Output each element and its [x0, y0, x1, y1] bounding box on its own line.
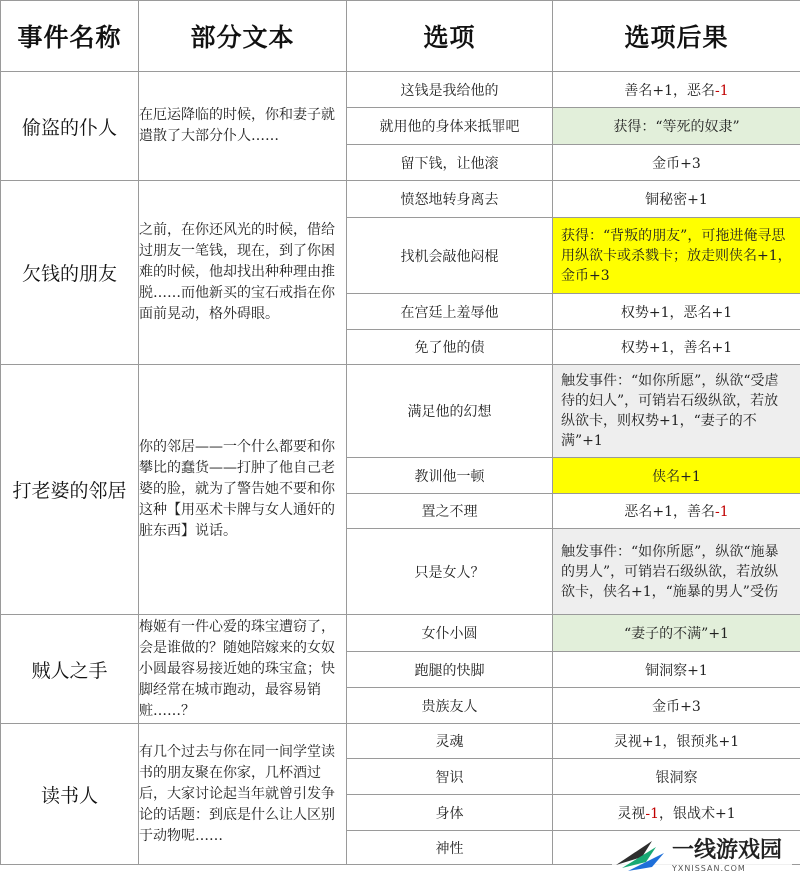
event-name: 欠钱的朋友 [1, 181, 139, 365]
option-result: 灵视+1，银预兆+1 [553, 724, 800, 759]
option-result: 金币+3 [553, 688, 800, 724]
negative-value: -1 [645, 805, 659, 822]
event-text: 你的邻居——一个什么都要和你攀比的蠢货——打肿了他自己老婆的脸，就为了警告她不要和你这种【用巫术卡牌与女人通奸的脏东西】说话。 [139, 365, 347, 615]
option-label: 身体 [347, 795, 553, 831]
event-name: 偷盗的仆人 [1, 72, 139, 181]
option-result: 银洞察 [553, 759, 800, 795]
option-result: 权势+1，善名+1 [553, 330, 800, 365]
option-result: 恶名+1，善名-1 [553, 494, 800, 529]
option-result: 获得：“等死的奴隶” [553, 108, 800, 145]
option-result: 触发事件：“如你所愿”，纵欲“施暴的男人”，可销岩石级纵欲，若放纵欲卡，侠名+1，“施暴的男人”受伤 [553, 529, 800, 615]
option-result: 铜秘密+1 [553, 181, 800, 218]
event-name: 打老婆的邻居 [1, 365, 139, 615]
option-label: 神性 [347, 831, 553, 865]
option-label: 留下钱，让他滚 [347, 145, 553, 181]
option-result: 触发事件：“如你所愿”，纵欲“受虐待的妇人”，可销岩石级纵欲，若放纵欲卡，则权势+1，“妻子的不满”+1 [553, 365, 800, 458]
option-label: 贵族友人 [347, 688, 553, 724]
event-text: 有几个过去与你在同一间学堂读书的朋友聚在你家，几杯酒过后，大家讨论起当年就曾引发争论的话题：到底是什么让人区别于动物呢…… [139, 724, 347, 865]
table-row [1, 724, 800, 759]
table-row [1, 365, 800, 458]
option-result: 侠名+1 [553, 458, 800, 494]
option-label: 女仆小圆 [347, 615, 553, 652]
event-name: 读书人 [1, 724, 139, 865]
option-result: 金币+3 [553, 145, 800, 181]
header-event-name: 事件名称 [1, 1, 139, 72]
option-label: 灵魂 [347, 724, 553, 759]
header-row [1, 1, 800, 72]
option-result: 权势+1，恶名+1 [553, 294, 800, 330]
option-label: 满足他的幻想 [347, 365, 553, 458]
option-label: 智识 [347, 759, 553, 795]
speed-stripes-logo-icon [612, 835, 668, 875]
negative-value: -1 [715, 504, 729, 520]
event-text: 梅姬有一件心爱的珠宝遭窃了，会是谁做的？随她陪嫁来的女奴小圆最容易接近她的珠宝盒；快脚经常在城市跑动，最容易销赃……？ [139, 615, 347, 724]
site-watermark [612, 832, 792, 878]
option-label: 这钱是我给他的 [347, 72, 553, 108]
header-options: 选项 [347, 1, 553, 72]
option-label: 免了他的债 [347, 330, 553, 365]
option-label: 置之不理 [347, 494, 553, 529]
option-label: 只是女人？ [347, 529, 553, 615]
option-label: 愤怒地转身离去 [347, 181, 553, 218]
header-partial-text: 部分文本 [139, 1, 347, 72]
table-row [1, 615, 800, 652]
table-row [1, 181, 800, 218]
option-result: 善名+1，恶名-1 [553, 72, 800, 108]
option-label: 找机会敲他闷棍 [347, 218, 553, 294]
option-label: 在宫廷上羞辱他 [347, 294, 553, 330]
watermark-title: 一线游戏园 [672, 837, 783, 863]
header-consequences: 选项后果 [553, 1, 800, 72]
watermark-url: YXNISSAN.COM [672, 863, 746, 873]
option-result: “妻子的不满”+1 [553, 615, 800, 652]
negative-value: -1 [715, 82, 729, 99]
event-name: 贼人之手 [1, 615, 139, 724]
event-text: 在厄运降临的时候，你和妻子就遣散了大部分仆人…… [139, 72, 347, 181]
option-result: 铜洞察+1 [553, 652, 800, 688]
option-label: 就用他的身体来抵罪吧 [347, 108, 553, 145]
option-result: 获得：“背叛的朋友”，可拖进俺寻思用纵欲卡或杀戮卡；放走则侠名+1，金币+3 [553, 218, 800, 294]
option-label: 教训他一顿 [347, 458, 553, 494]
table-row [1, 72, 800, 108]
option-result: 灵视-1，银战术+1 [553, 795, 800, 831]
event-text: 之前，在你还风光的时候，借给过朋友一笔钱，现在，到了你困难的时候，他却找出种种理由推脱……而他新买的宝石戒指在你面前晃动，格外碍眼。 [139, 181, 347, 365]
option-label: 跑腿的快脚 [347, 652, 553, 688]
